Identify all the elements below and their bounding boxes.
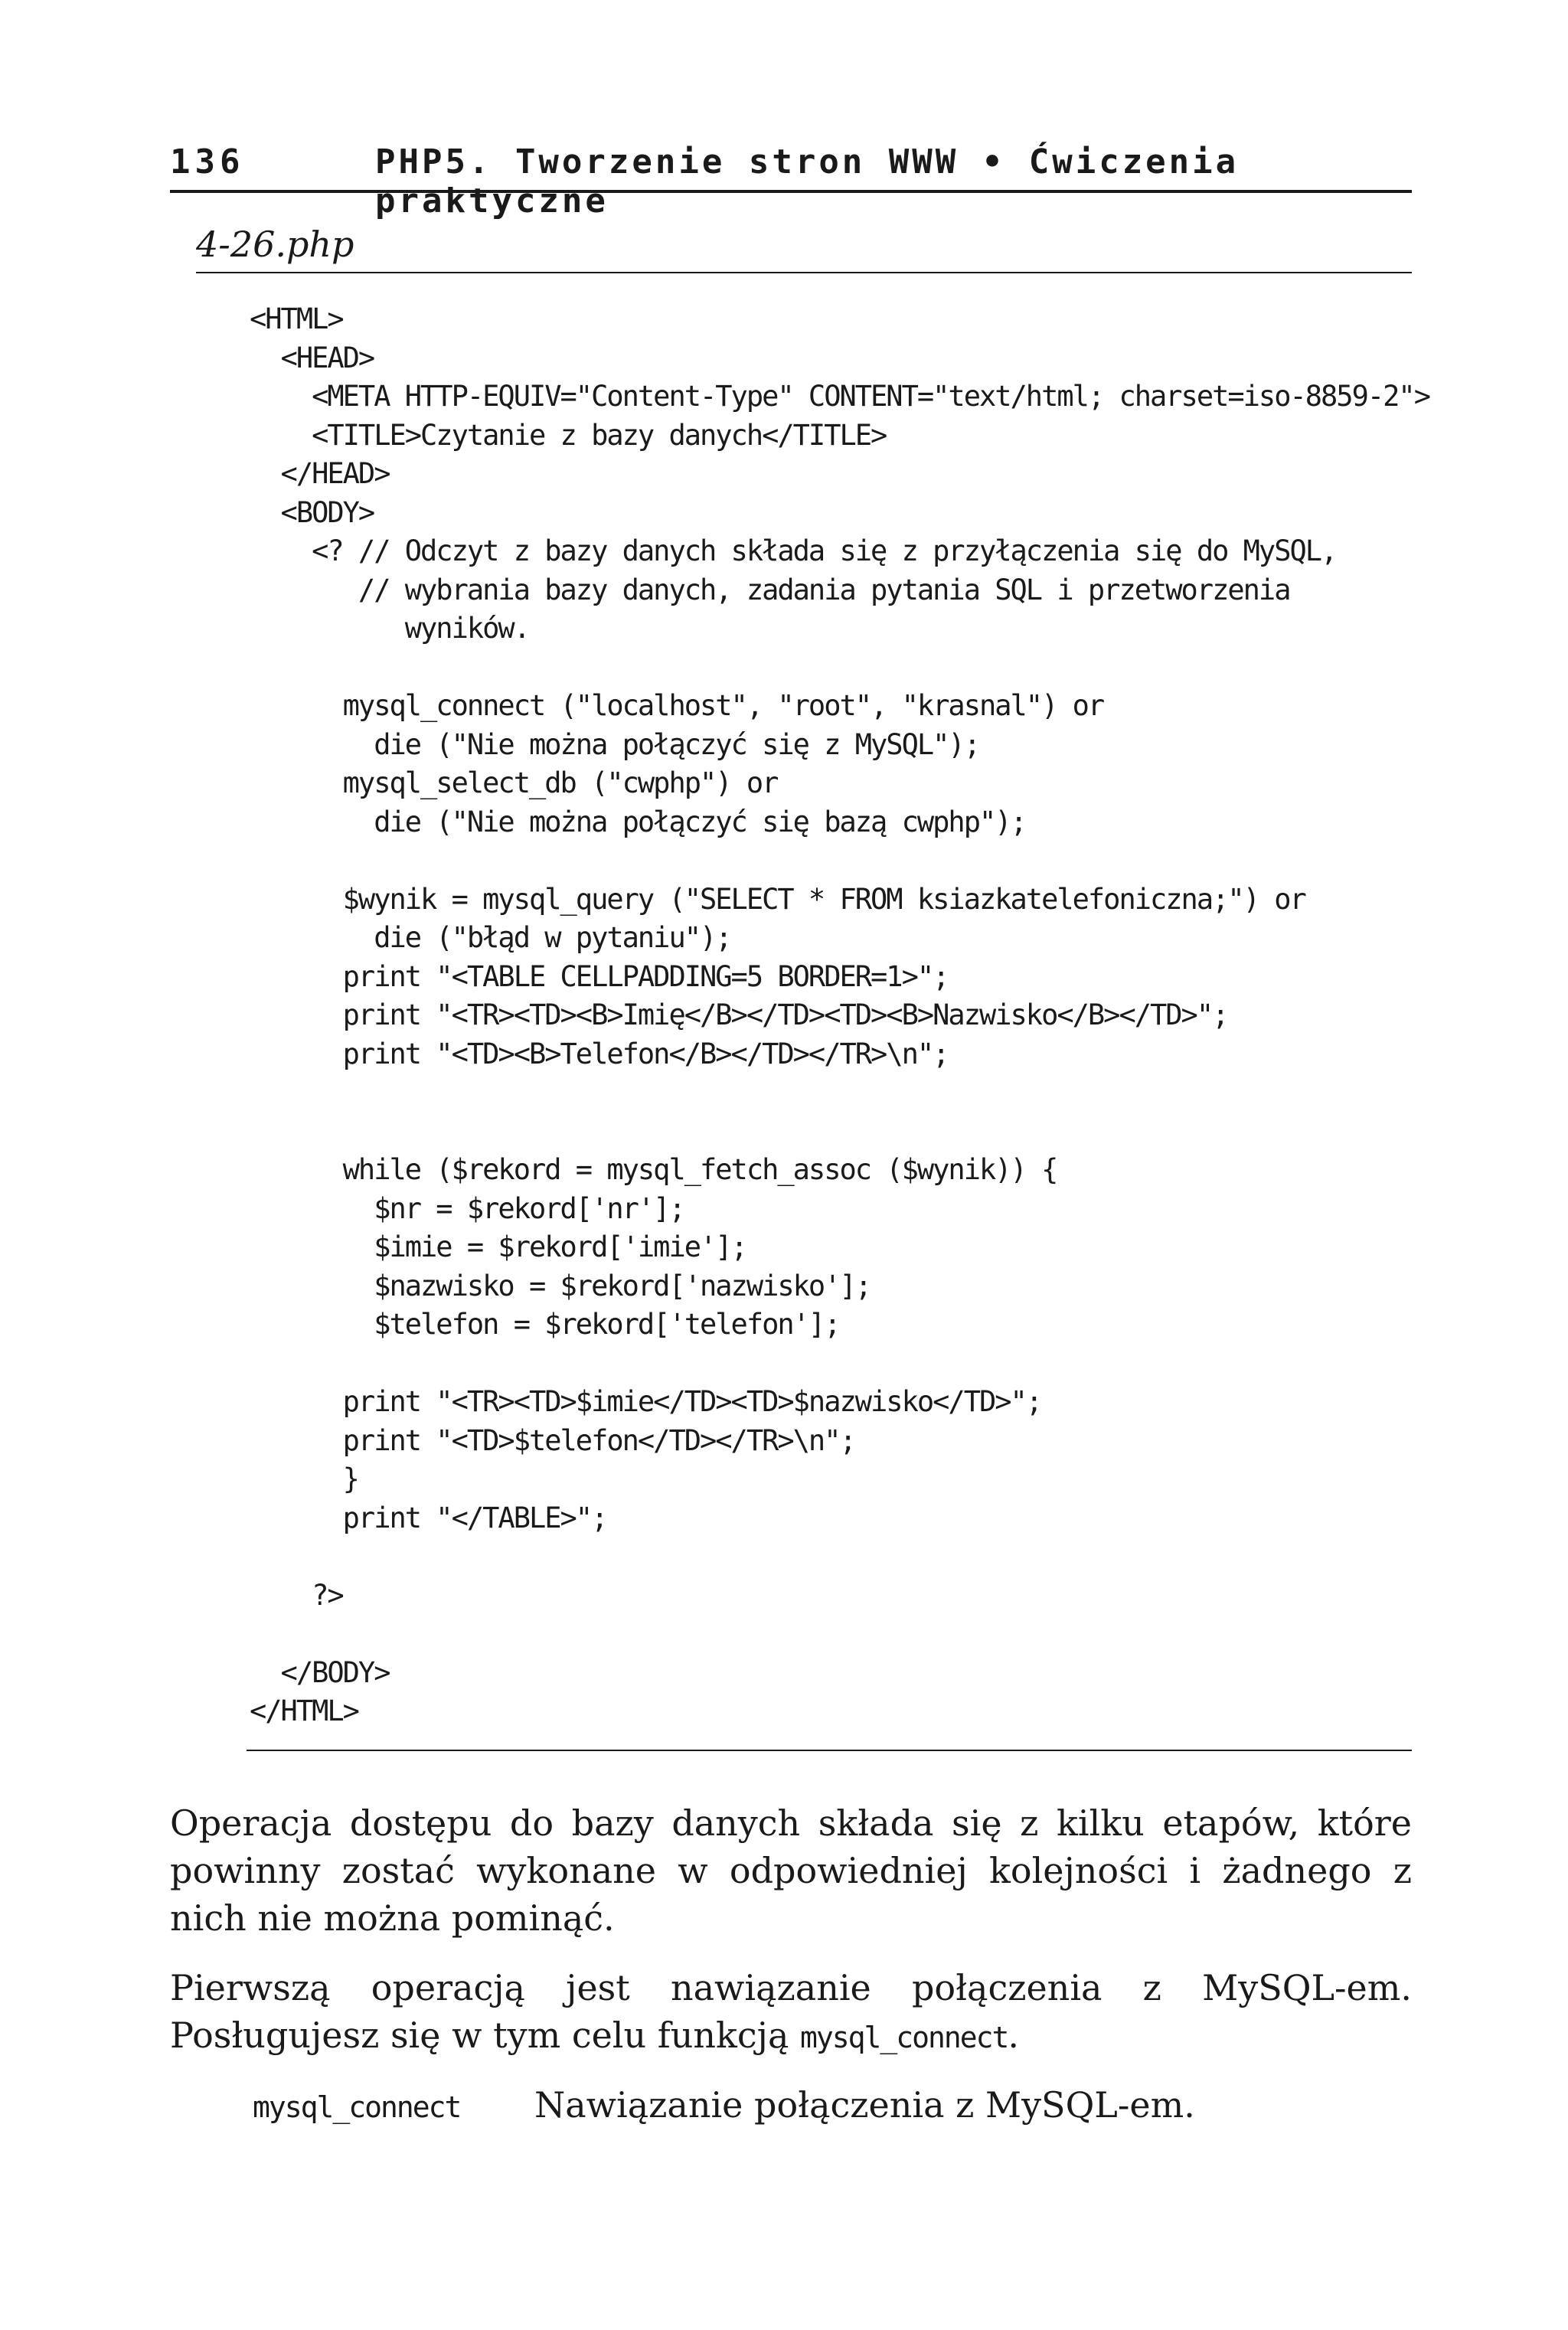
page-number: 136 [170, 142, 245, 181]
code-line: ?> [250, 1578, 343, 1612]
body-paragraph [170, 1964, 1412, 2061]
listing-top-rule [196, 272, 1412, 273]
code-line: $wynik = mysql_query ("SELECT * FROM ksiazkatelefoniczna;") or [250, 882, 1305, 916]
code-line [250, 841, 1398, 881]
code-line: wyników. [250, 612, 529, 645]
book-title: PHP5. Tworzenie stron WWW • Ćwiczenia praktyczne [375, 142, 1240, 221]
definition-description: Nawiązanie połączenia z MySQL-em. [534, 2084, 1195, 2126]
code-line [250, 1113, 1398, 1152]
code-line [250, 1538, 1398, 1577]
code-line: <BODY> [250, 495, 374, 529]
code-line: </HEAD> [250, 457, 390, 490]
code-line: print "<TD>$telefon</TD></TR>\n"; [250, 1423, 855, 1457]
code-line [250, 1073, 1398, 1113]
body-paragraph: Operacja dostępu do bazy danych składa się z kilku etapów, które powinny zostać wykonane w odpowiedniej kolejności i żadnego z nich nie można pominąć. [170, 1802, 1412, 1939]
code-line: </BODY> [250, 1655, 390, 1689]
code-line [250, 1345, 1398, 1384]
code-line: print "<TABLE CELLPADDING=5 BORDER=1>"; [250, 959, 949, 993]
code-line: $telefon = $rekord['telefon']; [250, 1308, 840, 1341]
code-line: <TITLE>Czytanie z bazy danych</TITLE> [250, 418, 887, 452]
function-definition [253, 2084, 1412, 2138]
code-line: while ($rekord = mysql_fetch_assoc ($wynik)) { [250, 1153, 1057, 1186]
code-listing [250, 300, 1429, 1731]
listing-filename: 4-26.php [196, 224, 354, 265]
code-line: </HTML> [250, 1694, 358, 1727]
paragraph-text: Pierwszą operacją jest nawiązanie połączenia z MySQL-em. Posługujesz się w tym celu funkcją [170, 1967, 1412, 2056]
code-line [250, 1615, 1398, 1654]
running-head [170, 136, 1419, 221]
code-line: mysql_select_db ("cwphp") or [250, 766, 778, 799]
code-line: <? // Odczyt z bazy danych składa się z przyłączenia się do MySQL, [250, 534, 1337, 567]
code-line: print "</TABLE>"; [250, 1501, 607, 1534]
paragraph-end: . [1008, 2015, 1020, 2056]
code-line: $nazwisko = $rekord['nazwisko']; [250, 1269, 871, 1302]
definition-term: mysql_connect [253, 2090, 461, 2124]
code-line: } [250, 1462, 358, 1495]
inline-code: mysql_connect [800, 2021, 1008, 2054]
code-line: // wybrania bazy danych, zadania pytania SQL i przetworzenia [250, 573, 1290, 606]
code-line: mysql_connect ("localhost", "root", "krasnal") or [250, 689, 1104, 722]
code-line: <HTML> [250, 302, 343, 335]
code-line: print "<TR><TD><B>Imię</B></TD><TD><B>Nazwisko</B></TD>"; [250, 998, 1228, 1031]
code-line: <META HTTP-EQUIV="Content-Type" CONTENT="text/html; charset=iso-8859-2"> [250, 380, 1429, 413]
code-line: die ("Nie można połączyć się bazą cwphp"); [250, 805, 1026, 838]
code-line: <HEAD> [250, 341, 374, 374]
code-line: print "<TR><TD>$imie</TD><TD>$nazwisko</TD>"; [250, 1385, 1042, 1418]
code-line: $nr = $rekord['nr']; [250, 1191, 684, 1225]
header-rule [170, 190, 1412, 193]
code-line: $imie = $rekord['imie']; [250, 1230, 746, 1263]
code-line [250, 649, 1398, 688]
code-line: print "<TD><B>Telefon</B></TD></TR>\n"; [250, 1037, 949, 1070]
code-line: die ("błąd w pytaniu"); [250, 921, 731, 954]
listing-bottom-rule [247, 1750, 1412, 1751]
code-line: die ("Nie można połączyć się z MySQL"); [250, 727, 979, 761]
